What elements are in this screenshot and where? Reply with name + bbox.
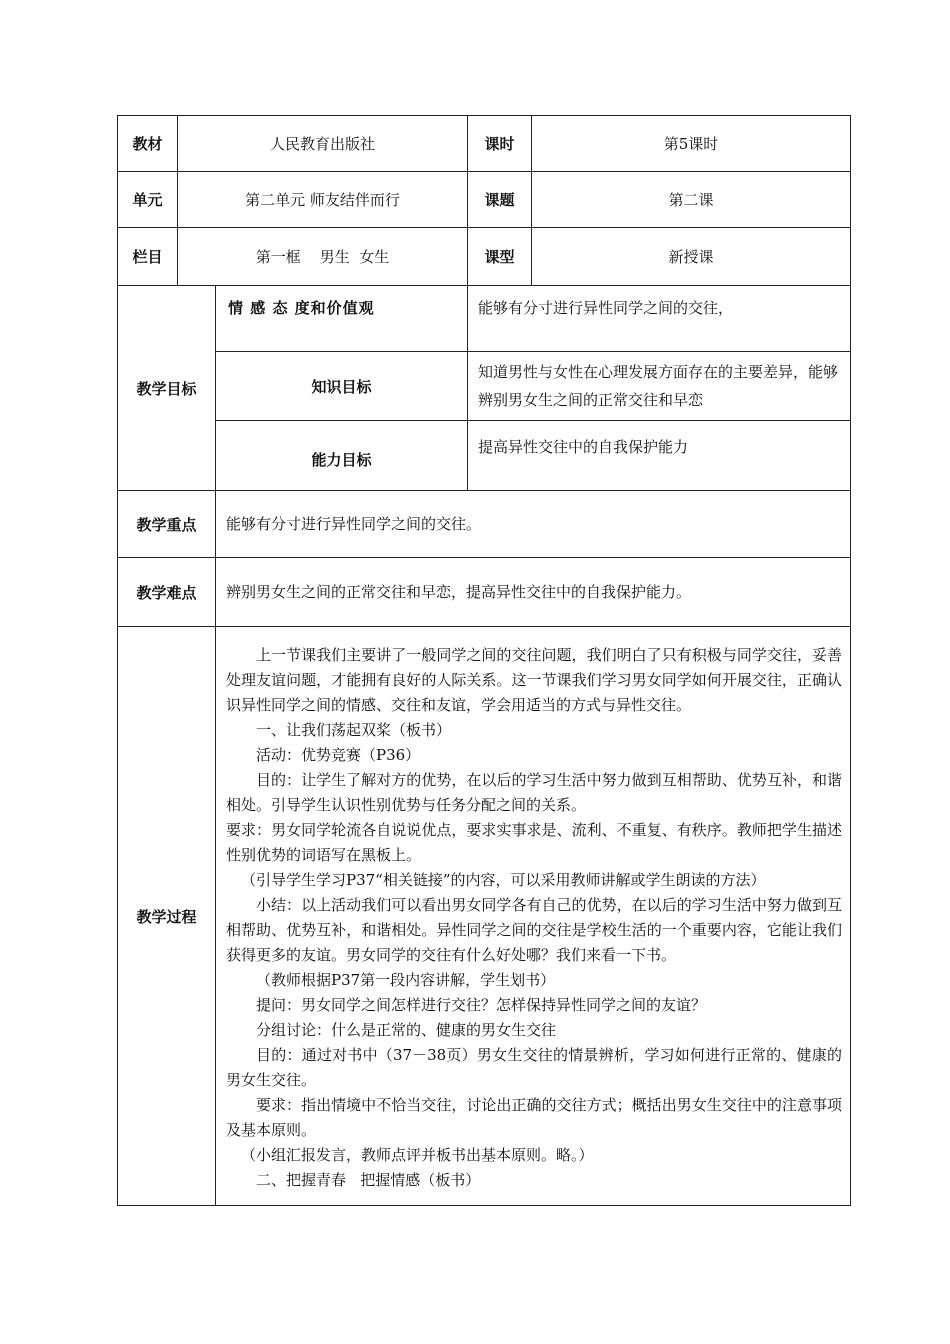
topic-label: 课题 bbox=[468, 172, 532, 228]
textbook-label: 教材 bbox=[118, 116, 178, 172]
column-label: 栏目 bbox=[118, 228, 178, 286]
key-points-label: 教学重点 bbox=[118, 491, 216, 558]
difficulties-text: 辨别男女生之间的正常交往和早恋，提高异性交往中的自我保护能力。 bbox=[216, 558, 851, 627]
process-paragraph: 小结：以上活动我们可以看出男女同学各有自己的优势，在以后的学习生活中努力做到互相帮助、优势互补，和谐相处。异性同学之间的交往是学校生活的一个重要内容，它能让我们获得更多的友谊。男女同学的交往有什么好处哪？我们来看一下书。 bbox=[226, 896, 843, 964]
ability-text: 提高异性交往中的自我保护能力 bbox=[468, 421, 851, 491]
process-paragraph: 活动：优势竞赛（P36） bbox=[256, 746, 421, 764]
process-paragraph: 目的：通过对书中（37－38页）男女生交往的情景辨析，学习如何进行正常的、健康的男女生交往。 bbox=[226, 1046, 843, 1089]
unit-value: 第二单元 师友结伴而行 bbox=[178, 172, 468, 228]
unit-label: 单元 bbox=[118, 172, 178, 228]
ability-label: 能力目标 bbox=[216, 421, 468, 491]
emotion-label: 情 感 态 度和价值观 bbox=[216, 286, 468, 352]
difficulties-label: 教学难点 bbox=[118, 558, 216, 627]
process-paragraph: 二、把握青春 把握情感（板书） bbox=[256, 1171, 481, 1189]
process-paragraph: 一、让我们荡起双桨（板书） bbox=[256, 721, 452, 739]
process-paragraph: 提问：男女同学之间怎样进行交往？怎样保持异性同学之间的友谊？ bbox=[256, 996, 707, 1014]
column-value: 第一框 男生 女生 bbox=[178, 228, 468, 286]
objectives-label: 教学目标 bbox=[118, 286, 216, 491]
row-objective-knowledge bbox=[118, 352, 851, 421]
key-points-text: 能够有分寸进行异性同学之间的交往。 bbox=[216, 491, 851, 558]
process-paragraph: 要求：指出情境中不恰当交往，讨论出正确的交往方式；概括出男女生交往中的注意事项及基本原则。 bbox=[226, 1096, 843, 1139]
row-objective-emotion bbox=[118, 286, 851, 352]
process-paragraph: 上一节课我们主要讲了一般同学之间的交往问题，我们明白了只有积极与同学交往，妥善处理友谊问题，才能拥有良好的人际关系。这一节课我们学习男女同学如何开展交往，正确认识异性同学之间的情感、交往和友谊，学会用适当的方式与异性交往。 bbox=[226, 646, 843, 714]
process-paragraph: （小组汇报发言，教师点评并板书出基本原则。略。） bbox=[241, 1146, 594, 1164]
process-content bbox=[216, 627, 851, 1206]
process-paragraph: （教师根据P37第一段内容讲解，学生划书） bbox=[256, 971, 556, 989]
topic-value: 第二课 bbox=[532, 172, 851, 228]
process-label: 教学过程 bbox=[118, 627, 216, 1206]
row-unit bbox=[118, 172, 851, 228]
emotion-text: 能够有分寸进行异性同学之间的交往， bbox=[468, 286, 851, 352]
row-objective-ability bbox=[118, 421, 851, 491]
row-difficulties bbox=[118, 558, 851, 627]
row-process bbox=[118, 627, 851, 1206]
type-label: 课型 bbox=[468, 228, 532, 286]
knowledge-text: 知道男性与女性在心理发展方面存在的主要差异，能够辨别男女生之间的正常交往和早恋 bbox=[468, 352, 851, 421]
process-paragraph: 要求：男女同学轮流各自说说优点，要求实事求是、流利、不重复、有秩序。教师把学生描述性别优势的词语写在黑板上。 bbox=[226, 821, 843, 864]
row-key-points bbox=[118, 491, 851, 558]
lesson-plan-table bbox=[117, 115, 851, 1206]
period-value: 第5课时 bbox=[532, 116, 851, 172]
process-paragraph: （引导学生学习P37“相关链接”的内容，可以采用教师讲解或学生朗读的方法） bbox=[241, 871, 766, 889]
textbook-value: 人民教育出版社 bbox=[178, 116, 468, 172]
period-label: 课时 bbox=[468, 116, 532, 172]
process-paragraph: 目的：让学生了解对方的优势，在以后的学习生活中努力做到互相帮助、优势互补，和谐相处。引导学生认识性别优势与任务分配之间的关系。 bbox=[226, 771, 843, 814]
row-textbook bbox=[118, 116, 851, 172]
process-paragraph: 分组讨论：什么是正常的、健康的男女生交往 bbox=[256, 1021, 557, 1039]
knowledge-label: 知识目标 bbox=[216, 352, 468, 421]
type-value: 新授课 bbox=[532, 228, 851, 286]
row-column bbox=[118, 228, 851, 286]
